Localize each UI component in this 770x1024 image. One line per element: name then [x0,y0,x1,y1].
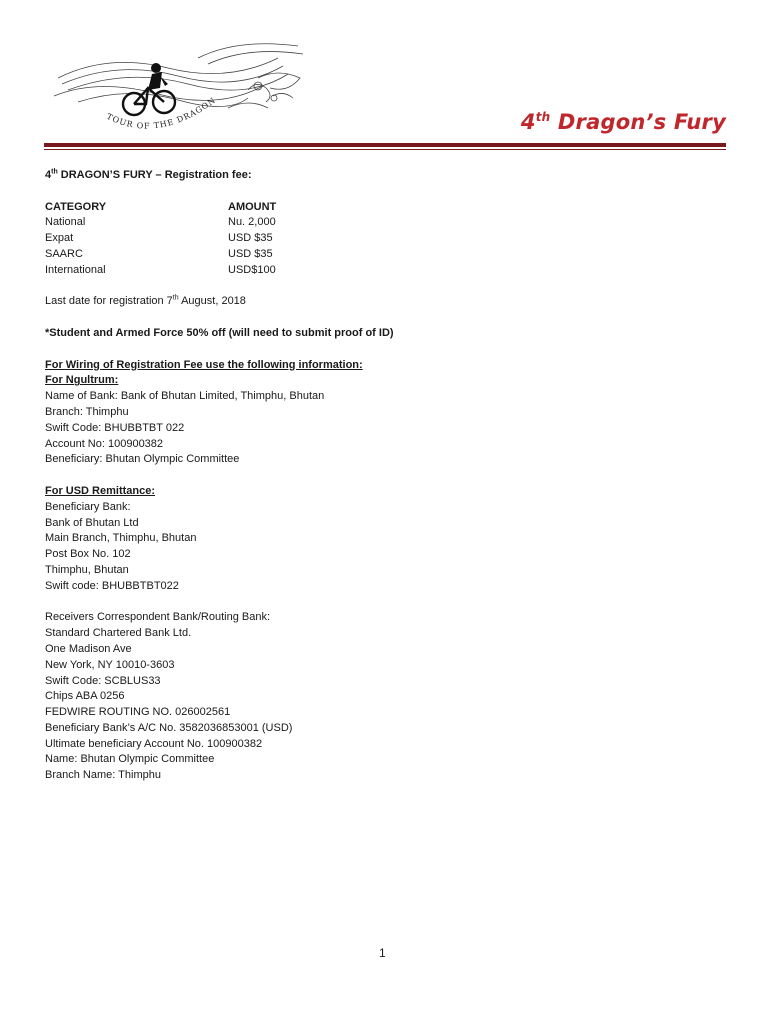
correspondent-line: Beneficiary Bank’s A/C No. 3582036853001 (USD) [45,721,293,734]
fee-table-row [45,263,725,279]
fee-table-row [45,215,725,231]
usd-line: Swift code: BHUBBTBT022 [45,579,179,592]
correspondent-line: Chips ABA 0256 [45,690,125,703]
fee-table-row [45,231,725,247]
usd-line: Bank of Bhutan Ltd [45,516,139,529]
header-rule-thick [44,143,726,147]
fee-category: Expat [45,232,74,245]
ngultrum-line: Account No: 100900382 [45,437,164,450]
fee-table [45,200,725,279]
fee-category: International [45,263,106,276]
ngultrum-line: Branch: Thimphu [45,405,129,418]
correspondent-line: Standard Chartered Bank Ltd. [45,627,192,640]
usd-line: Thimphu, Bhutan [45,563,129,576]
category-column-header: CATEGORY [45,200,107,213]
usd-remittance-title: For USD Remittance: [45,484,156,497]
wiring-title: For Wiring of Registration Fee use the following information: [45,358,363,371]
fee-category: SAARC [45,247,83,260]
usd-line: Main Branch, Thimphu, Bhutan [45,532,197,545]
header-rule-thin [44,149,726,150]
amount-column-header: AMOUNT [228,200,277,213]
discount-note: *Student and Armed Force 50% off (will need to submit proof of ID) [45,326,394,339]
correspondent-line: Receivers Correspondent Bank/Routing Bank: [45,611,271,624]
correspondent-line: One Madison Ave [45,642,132,655]
ngultrum-line: Swift Code: BHUBBTBT 022 [45,421,185,434]
page-number: 1 [379,946,386,960]
fee-amount: Nu. 2,000 [228,216,276,229]
correspondent-line: Name: Bhutan Olympic Committee [45,753,215,766]
ngultrum-line: Name of Bank: Bank of Bhutan Limited, Thimphu, Bhutan [45,390,325,403]
correspondent-line: Ultimate beneficiary Account No. 100900382 [45,737,263,750]
usd-line: Beneficiary Bank: [45,500,131,513]
registration-heading: 4th DRAGON’S FURY – Registration fee: [45,168,252,181]
correspondent-line: FEDWIRE ROUTING NO. 026002561 [45,706,231,719]
document-body [45,168,725,784]
usd-line: Post Box No. 102 [45,548,131,561]
fee-amount: USD $35 [228,232,273,245]
correspondent-line: New York, NY 10010-3603 [45,658,175,671]
fee-amount: USD $35 [228,247,273,260]
fee-table-header [45,200,725,216]
header-title: 4th Dragon’s Fury [520,110,726,134]
correspondent-line: Branch Name: Thimphu [45,769,161,782]
fee-category: National [45,216,86,229]
fee-table-row [45,247,725,263]
logo-arc-text: TOUR OF THE DRAGON [105,95,218,131]
ngultrum-title: For Ngultrum: [45,374,119,387]
correspondent-line: Swift Code: SCBLUS33 [45,674,161,687]
ngultrum-line: Beneficiary: Bhutan Olympic Committee [45,453,240,466]
registration-deadline: Last date for registration 7th August, 2018 [45,294,246,308]
tour-of-the-dragon-logo [48,38,310,138]
fee-amount: USD$100 [228,263,276,276]
